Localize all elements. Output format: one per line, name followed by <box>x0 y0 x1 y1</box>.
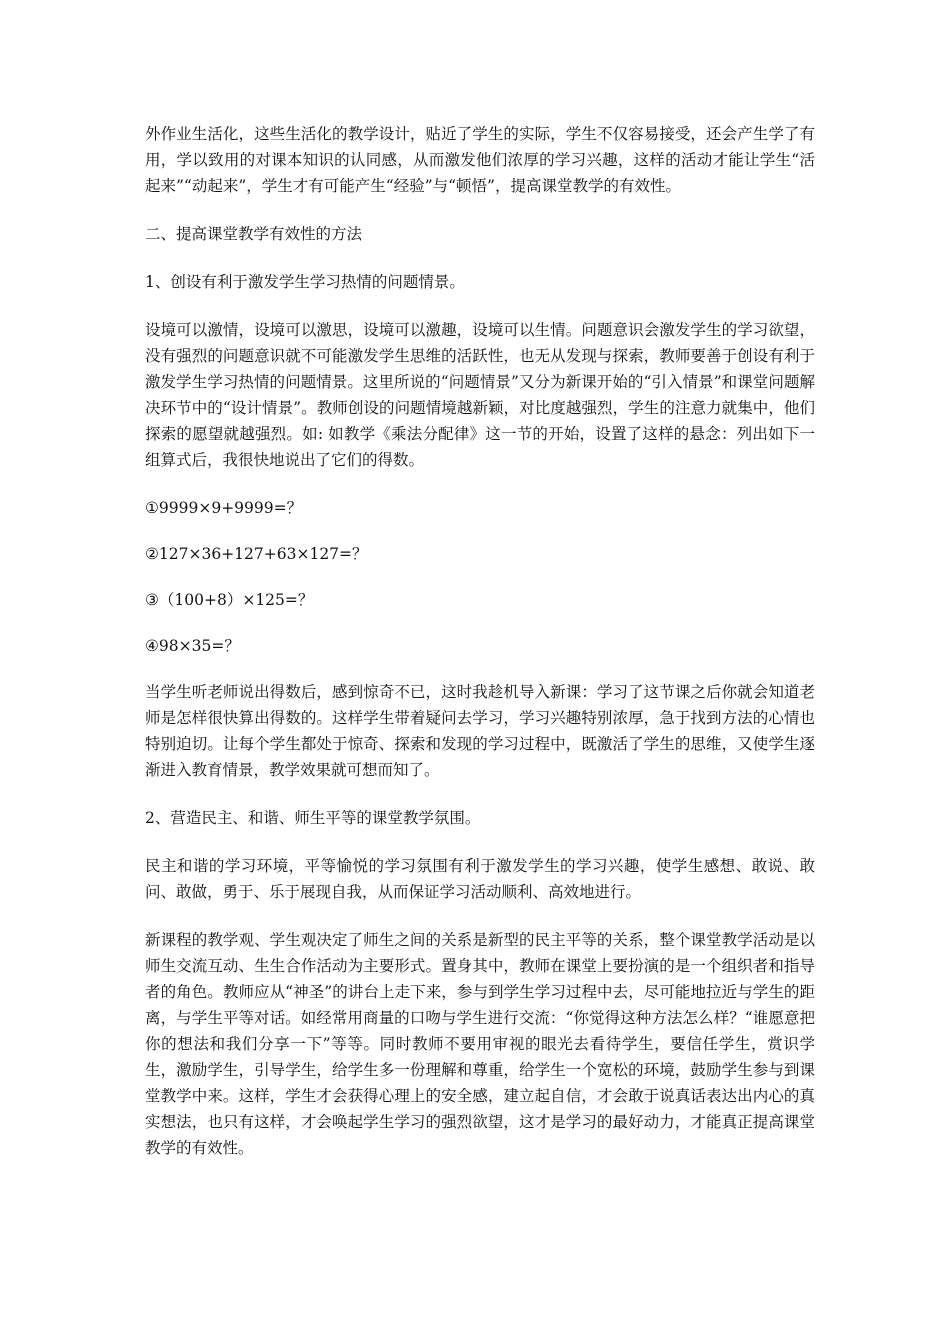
paragraph-student-reaction: 当学生听老师说出得数后，感到惊奇不已，这时我趁机导入新课：学习了这节课之后你就会知道老师是怎样很快算出得数的。这样学生带着疑问去学习，学习兴趣特别浓厚，急于找到方法的心情也特别迫切。让每个学生都处于惊奇、探索和发现的学习过程中，既激活了学生的思维，又使学生逐渐进入教育情景，教学效果就可想而知了。 <box>145 683 815 779</box>
section-heading: 二、提高课堂教学有效性的方法 <box>145 225 363 243</box>
paragraph-problem-situation: 设境可以激情，设境可以激思，设境可以激趣，设境可以生情。问题意识会激发学生的学习欲望，没有强烈的问题意识就不可能激发学生思维的活跃性，也无从发现与探索，教师要善于创设有利于激发学生学习热情的问题情景。这里所说的“问题情景”又分为新课开始的“引入情景”和课堂问题解决环节中的“设计情景”。教师创设的问题情境越新颖，对比度越强烈，学生的注意力就集中，他们探索的愿望就越强烈。如: 如教学《乘法分配律》这一节的开始，设置了这样的悬念：列出如下一组算式后，我很快地说出了它们的得数。 <box>145 321 815 469</box>
formula-4: ④98×35=？ <box>145 637 240 655</box>
document-body <box>145 121 815 1183</box>
paragraph-democratic-environment: 民主和谐的学习环境，平等愉悦的学习氛围有利于激发学生的学习兴趣，使学生感想、敢说、敢问、敢做，勇于、乐于展现自我，从而保证学习活动顺利、高效地进行。 <box>145 857 815 901</box>
formula-3: ③（100+8）×125=？ <box>145 591 314 609</box>
paragraph-teacher-student-relation: 新课程的教学观、学生观决定了师生之间的关系是新型的民主平等的关系，整个课堂教学活动是以师生交流互动、生生合作活动为主要形式。置身其中，教师在课堂上要扮演的是一个组织者和指导者的角色。教师应从“神圣”的讲台上走下来，参与到学生学习过程中去，尽可能地拉近与学生的距离，与学生平等对话。如经常用商量的口吻与学生进行交流：“你觉得这种方法怎么样？“谁愿意把你的想法和我们分享一下”等等。同时教师不要用审视的眼光去看待学生，要信任学生，赏识学生，激励学生，引导学生，给学生多一份理解和尊重，给学生一个宽松的环境，鼓励学生参与到课堂教学中来。这样，学生才会获得心理上的安全感，建立起自信，才会敢于说真话表达出内心的真实想法，也只有这样，才会唤起学生学习的强烈欲望，这才是学习的最好动力，才能真正提高课堂教学的有效性。 <box>145 931 815 1157</box>
formula-2: ②127×36+127+63×127=？ <box>145 545 368 563</box>
paragraph-intro-continuation: 外作业生活化，这些生活化的教学设计，贴近了学生的实际，学生不仅容易接受，还会产生学了有用，学以致用的对课本知识的认同感，从而激发他们浓厚的学习兴趣，这样的活动才能让学生“活起来”“动起来”，学生才有可能产生“经验”与“顿悟”，提高课堂教学的有效性。 <box>145 125 815 195</box>
formula-1: ①9999×9+9999=？ <box>145 499 303 517</box>
subsection-heading-2: 2、营造民主、和谐、师生平等的课堂教学氛围。 <box>145 809 481 827</box>
subsection-heading-1: 1、创设有利于激发学生学习热情的问题情景。 <box>145 273 465 291</box>
